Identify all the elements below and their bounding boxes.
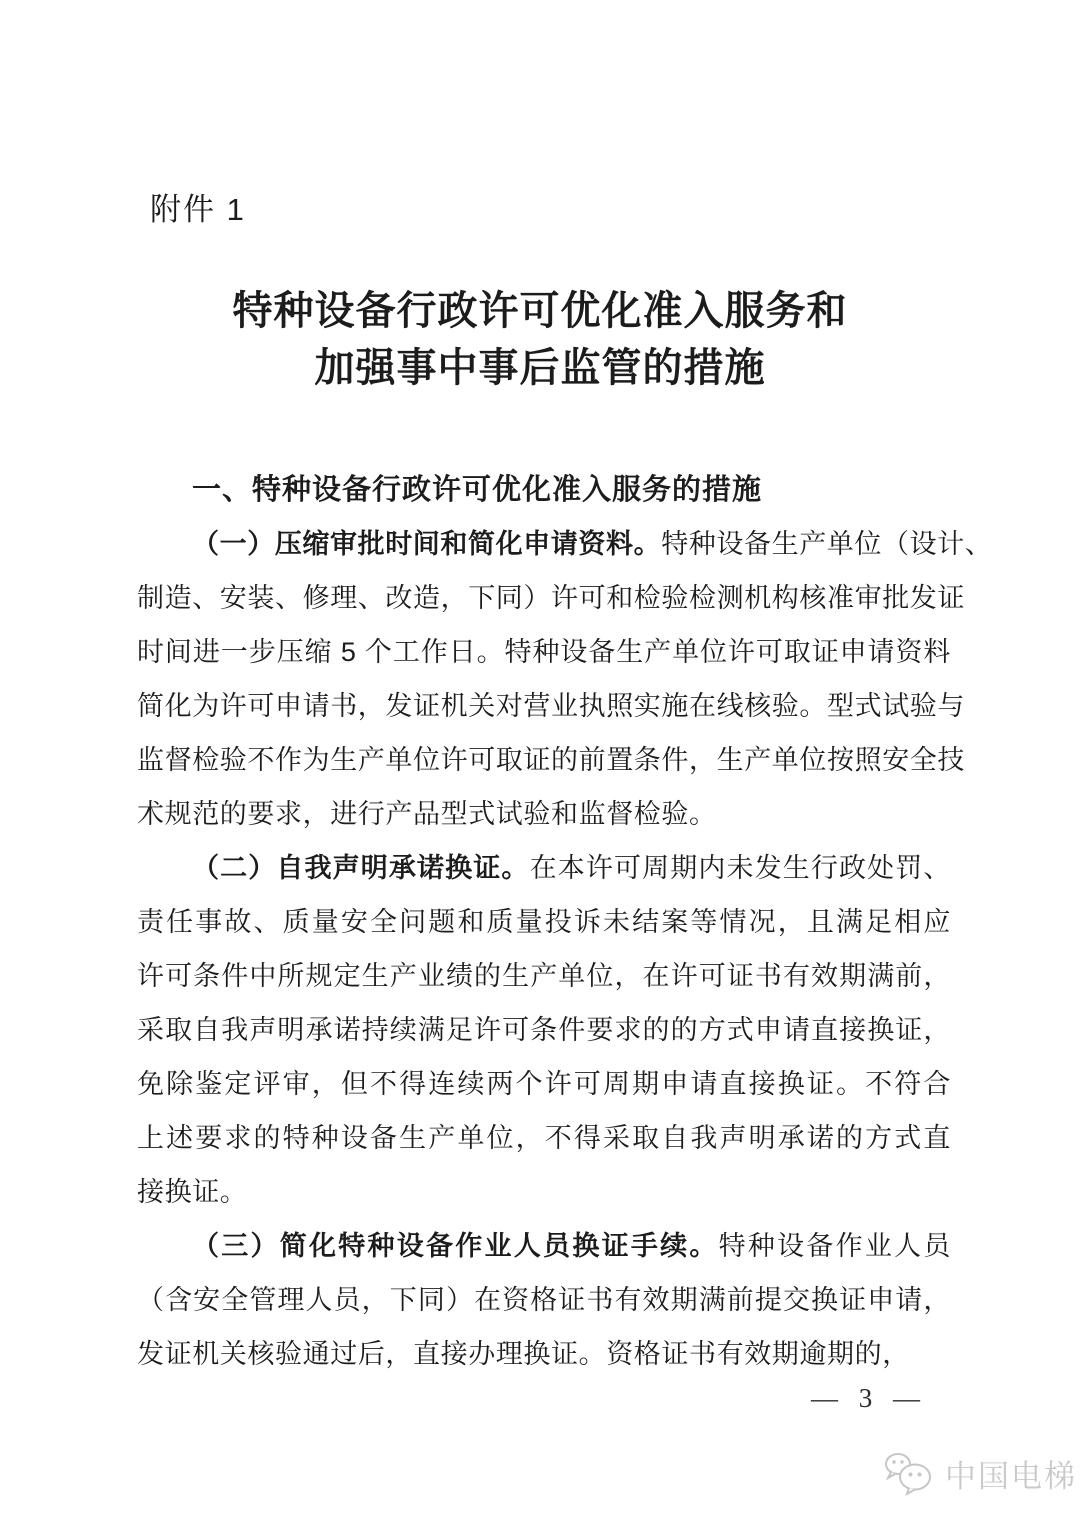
page-number: — 3 —	[811, 1383, 922, 1413]
body-line: （一）压缩审批时间和简化申请资料。特种设备生产单位（设计、	[192, 529, 993, 559]
body-line: 接换证。	[137, 1177, 248, 1207]
document-body	[137, 463, 993, 1381]
body-line: 采取自我声明承诺持续满足许可条件要求的的方式申请直接换证，	[137, 1015, 951, 1045]
body-line: （三）简化特种设备作业人员换证手续。特种设备作业人员	[192, 1231, 951, 1261]
body-line: 术规范的要求，进行产品型式试验和监督检验。	[137, 799, 717, 829]
paragraph-lead: （一）压缩审批时间和简化申请资料。	[192, 529, 662, 559]
paragraph-lead: （二）自我声明承诺换证。	[192, 853, 530, 883]
body-line: 上述要求的特种设备生产单位，不得采取自我声明承诺的方式直	[137, 1123, 951, 1153]
body-line: 时间进一步压缩 5 个工作日。特种设备生产单位许可取证申请资料	[137, 637, 951, 667]
body-line: （含安全管理人员，下同）在资格证书有效期满前提交换证申请，	[137, 1285, 951, 1315]
body-line: （二）自我声明承诺换证。在本许可周期内未发生行政处罚、	[192, 853, 952, 883]
body-line: 责任事故、质量安全问题和质量投诉未结案等情况，且满足相应	[137, 907, 951, 937]
body-line: 制造、安装、修理、改造，下同）许可和检验检测机构核准审批发证	[137, 583, 965, 613]
attachment-label: 附件 1	[150, 192, 246, 227]
wechat-watermark	[882, 1450, 1077, 1503]
body-line: 发证机关核验通过后，直接办理换证。资格证书有效期逾期的，	[137, 1339, 910, 1369]
body-line: 监督检验不作为生产单位许可取证的前置条件，生产单位按照安全技	[137, 745, 965, 775]
watermark-label: 中国电梯	[945, 1458, 1077, 1494]
document-title-line-2: 加强事中事后监管的措施	[314, 346, 766, 390]
body-line: 许可条件中所规定生产业绩的生产单位，在许可证书有效期满前，	[137, 961, 951, 991]
paragraph-lead: （三）简化特种设备作业人员换证手续。	[192, 1231, 719, 1261]
document-title-line-1: 特种设备行政许可优化准入服务和	[232, 289, 848, 333]
document-title	[0, 283, 1080, 397]
body-line: 免除鉴定评审，但不得连续两个许可周期申请直接换证。不符合	[137, 1069, 951, 1099]
wechat-icon	[882, 1450, 936, 1503]
body-line: 简化为许可申请书，发证机关对营业执照实施在线核验。型式试验与	[137, 691, 965, 721]
section-heading: 一、特种设备行政许可优化准入服务的措施	[192, 474, 763, 506]
